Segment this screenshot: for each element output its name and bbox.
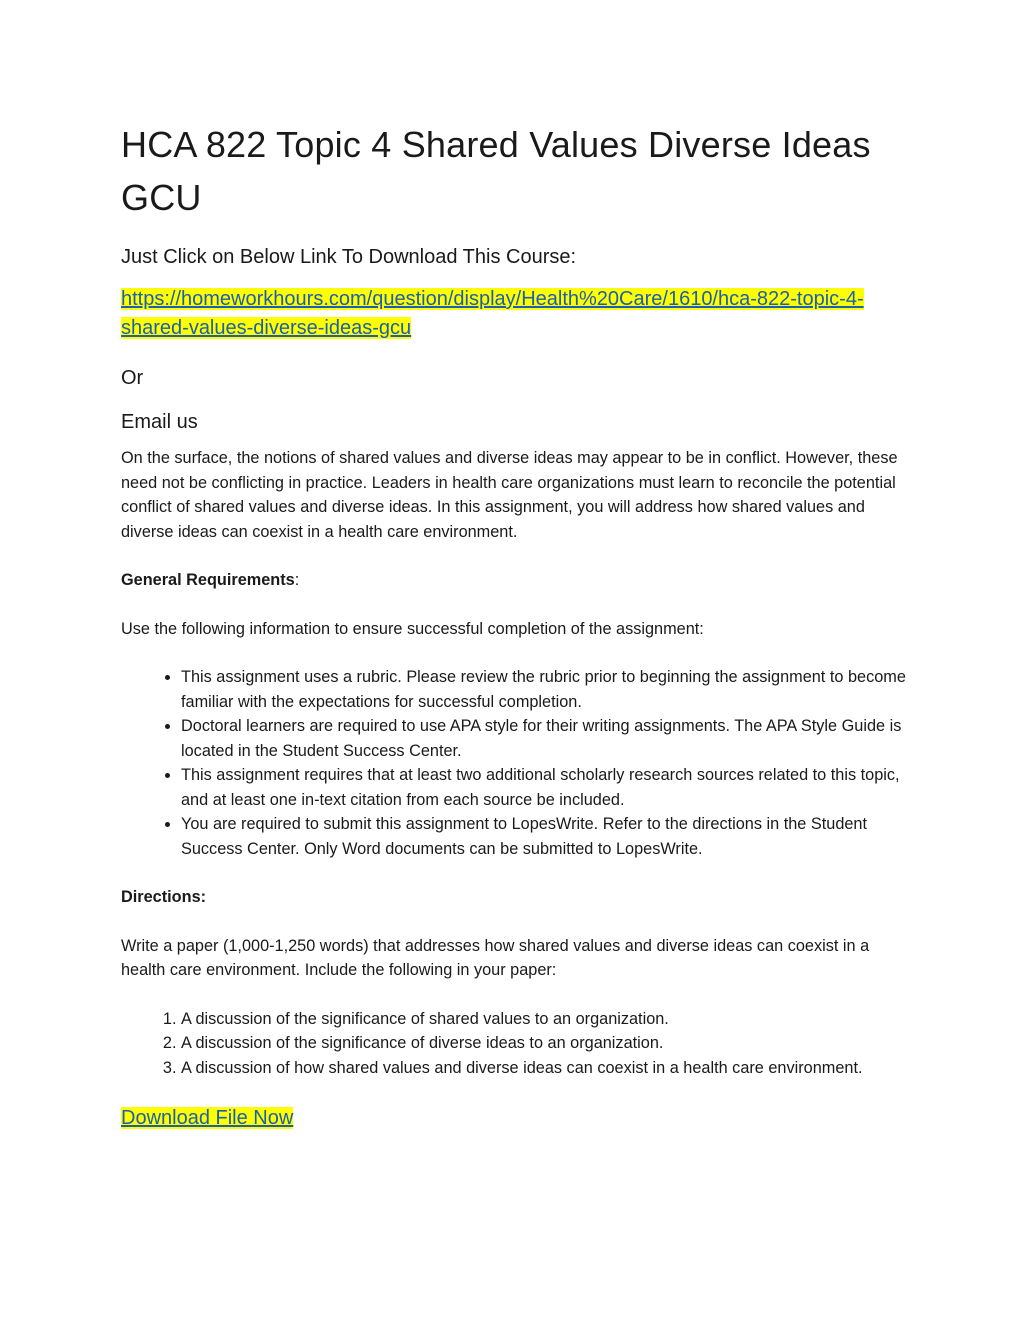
general-requirements-heading [121,568,911,593]
course-link-block [121,285,911,343]
download-link-block [121,1104,911,1132]
requirements-list [121,665,911,861]
document-title: HCA 822 Topic 4 Shared Values Diverse Ideas GCU [121,124,871,218]
course-link[interactable]: https://homeworkhours.com/question/display/Health%20Care/1610/hca-822-topic-4-shared-values-diverse-ideas-gcu [121,288,864,339]
document-page [121,118,911,1132]
download-file-link[interactable]: Download File Now [121,1107,294,1129]
list-item: 3. A discussion of how shared values and diverse ideas can coexist in a health care environment. [181,1056,911,1081]
download-prompt: Just Click on Below Link To Download This Course: [121,246,577,268]
general-requirements-label: General Requirements [121,571,295,589]
list-item: • Doctoral learners are required to use APA style for their writing assignments. The APA Style Guide is located in the Student Success Center. [181,714,911,763]
general-requirements-colon: : [294,571,300,589]
list-item: • You are required to submit this assignment to LopesWrite. Refer to the directions in the Student Success Center. Only Word documents can be submitted to LopesWrite. [181,812,911,861]
directions-list [121,1007,911,1081]
email-us-text: Email us [121,411,198,433]
or-text: Or [121,367,144,389]
general-requirements-intro: Use the following information to ensure successful completion of the assignment: [121,619,704,638]
list-item: 2. A discussion of the significance of diverse ideas to an organization. [181,1031,911,1056]
list-item: • This assignment requires that at least two additional scholarly research sources related to this topic, and at least one in-text citation from each source be included. [181,763,911,812]
list-item: • This assignment uses a rubric. Please review the rubric prior to beginning the assignment to become familiar with the expectations for successful completion. [181,665,911,714]
directions-label: Directions: [121,888,207,906]
intro-paragraph: On the surface, the notions of shared values and diverse ideas may appear to be in conflict. However, these need not be conflicting in practice. Leaders in health care organizations must learn to reconcile the potential conflict of shared values and diverse ideas. In this assignment, you will address how shared values and diverse ideas can coexist in a health care environment. [121,449,898,541]
directions-heading [121,885,911,910]
directions-intro: Write a paper (1,000-1,250 words) that addresses how shared values and diverse ideas can coexist in a health care environment. Include the following in your paper: [121,936,870,979]
list-item: 1. A discussion of the significance of shared values to an organization. [181,1007,911,1032]
